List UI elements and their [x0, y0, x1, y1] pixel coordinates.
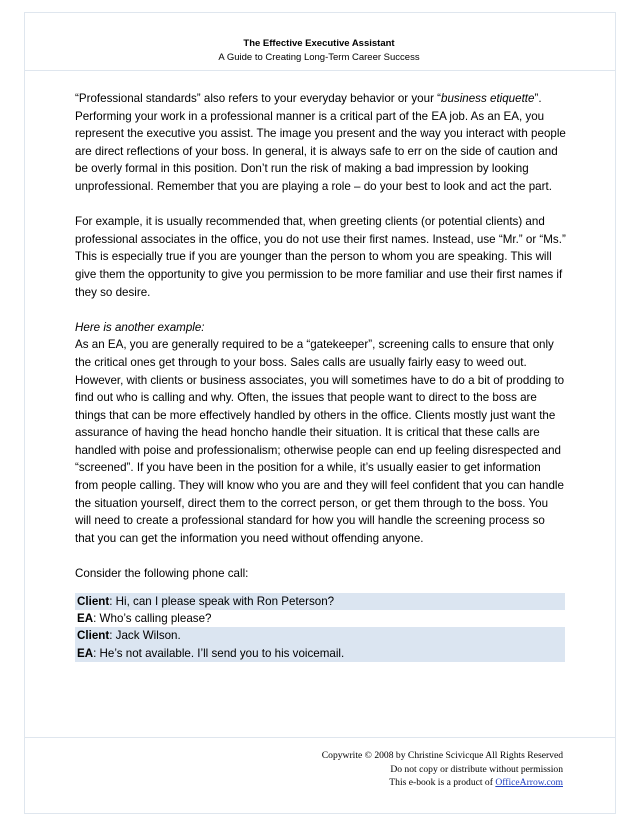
paragraph-professional-standards [75, 90, 566, 196]
footer-divider [24, 737, 616, 738]
page-header [0, 37, 638, 65]
dialog-text: : He’s not available. I’ll send you to his voicemail. [93, 646, 345, 660]
dialog-speaker: EA [77, 646, 94, 660]
dialog-line [75, 627, 565, 644]
dialog-speaker: Client [77, 629, 110, 643]
paragraph-consider-call: Consider the following phone call: [75, 567, 249, 581]
product-prefix: This e-book is a product of [389, 777, 496, 789]
dialog-line [75, 610, 565, 627]
paragraph-gatekeeper: As an EA, you are generally required to be a “gatekeeper”, screening calls to ensure that only the critical ones get through to your boss. Sales calls are usually fairly easy to weed out. However, with clients or business associates, you will sometimes have to do a bit of prodding to find out who is calling and why. Often, the issues that people want to direct to the boss are things that can be more effectively handled by others in the office. Clients mostly just want the assurance of having the head honcho handle their situation. It is critical that these calls are handled with poise and professionalism; otherwise people can end up feeling disrespected and “screened”. If you have been in the position for a while, it’s usually easier to get information from people calling. They will know who you are and they will feel confident that you can handle the situation yourself, direct them to the correct person, or get them through to the boss. You will need to create a professional standard for how you will handle the screening process so that you can get the information you need without offending anyone. [75, 338, 565, 545]
dialog-text: : Jack Wilson. [109, 629, 181, 643]
page-footer [322, 749, 563, 790]
page-content [75, 90, 566, 662]
example-heading [75, 319, 566, 337]
document-subtitle: A Guide to Creating Long-Term Career Success [218, 52, 420, 63]
paragraph-text: ”. Performing your work in a professional manner is a critical part of the EA job. As an EA, you represent the executive you assist. The image you present and the way you interact with people are direct reflections of your boss. In general, it is always safe to err on the side of caution and be overly formal in this position. Don’t run the risk of making a bad impression by looking unprofessional. Remember that you are playing a role – do your best to look and act the part. [75, 92, 566, 193]
phone-call-dialog [75, 593, 565, 663]
dialog-speaker: Client [77, 594, 110, 608]
officearrow-link[interactable]: OfficeArrow.com [495, 777, 563, 789]
copyright-line: Copywrite © 2008 by Christine Scivicque All Rights Reserved [321, 750, 563, 761]
example-heading-text: Here is another example: [75, 320, 205, 334]
dialog-text: : Hi, can I please speak with Ron Peterson? [109, 594, 335, 608]
dialog-text: : Who’s calling please? [93, 612, 212, 626]
distribution-notice: Do not copy or distribute without permission [390, 763, 563, 775]
dialog-line [75, 645, 565, 662]
dialog-line [75, 593, 565, 610]
paragraph-text: “Professional standards” also refers to your everyday behavior or your “ [75, 92, 442, 105]
italic-term: business etiquette [441, 92, 535, 105]
product-line [322, 776, 563, 790]
header-divider [24, 70, 616, 71]
paragraph-greeting-example: For example, it is usually recommended that, when greeting clients (or potential clients) and professional associates in the office, you do not use their first names. Instead, use “Mr.” or “Ms.” This is especially true if you are younger than the person to whom you are speaking. This will give them the opportunity to give you permission to be more familiar and use their first names if they so desire. [75, 215, 566, 299]
dialog-speaker: EA [77, 612, 94, 626]
document-title: The Effective Executive Assistant [243, 38, 395, 49]
